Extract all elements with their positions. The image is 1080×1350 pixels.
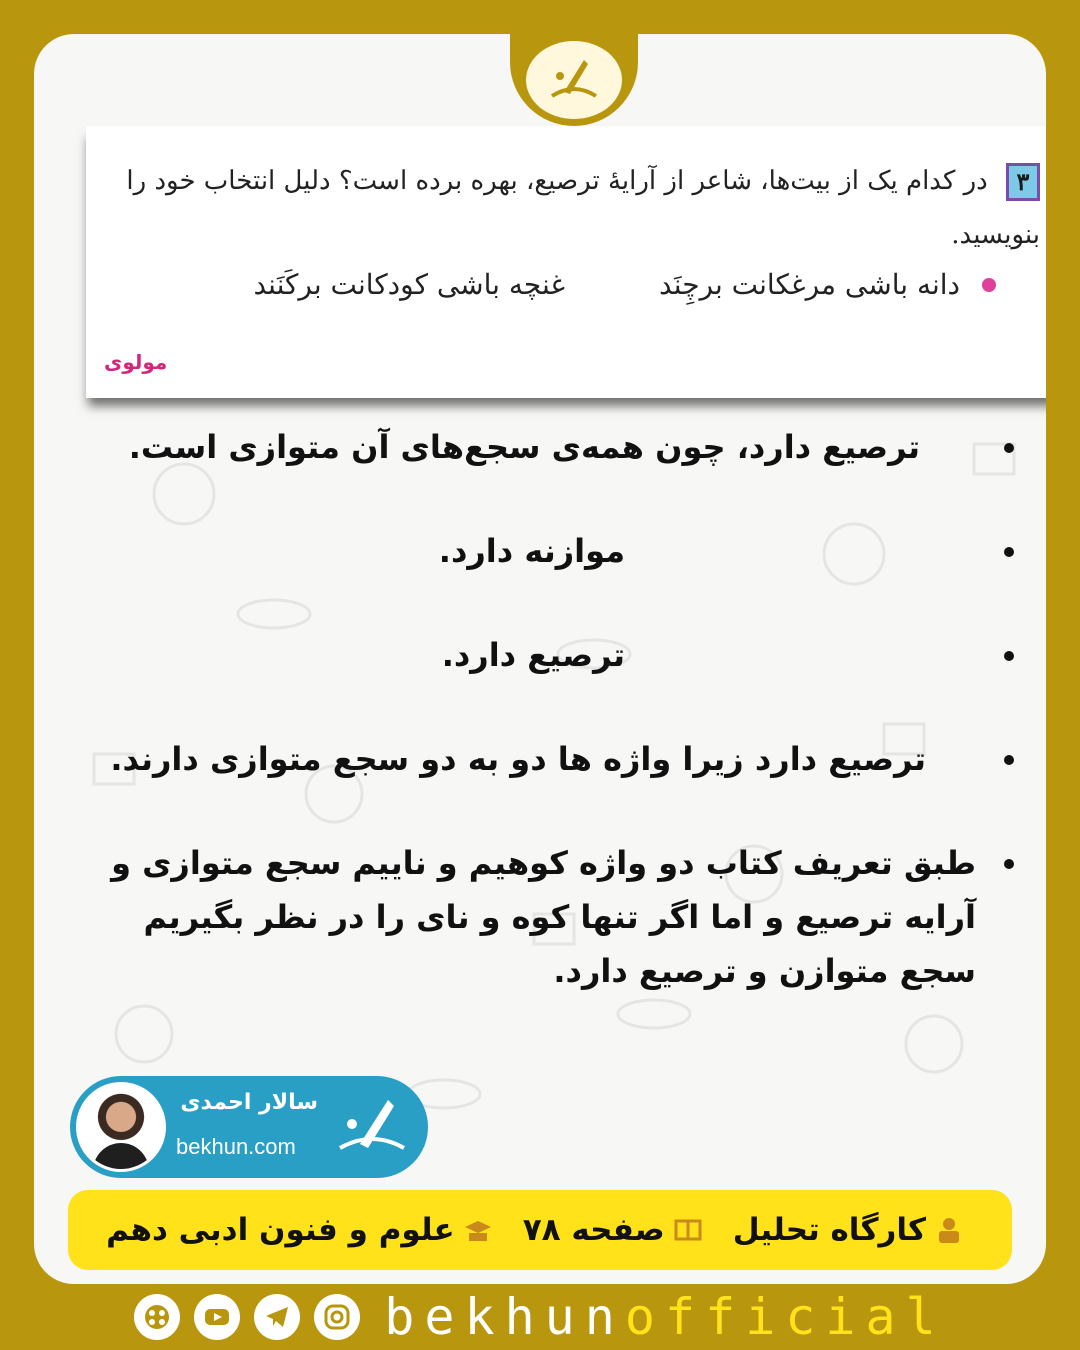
bullet-dot-icon <box>982 278 996 292</box>
verse-hemistich-2: غنچه باشی کودکانت برکَنَند <box>253 268 566 301</box>
answer-item-4: ترصیع دارد زیرا واژه ها دو به دو سجع متوازی دارند. <box>60 732 1020 786</box>
book-icon <box>673 1215 703 1245</box>
graduation-cap-icon <box>463 1215 493 1245</box>
teacher-icon <box>934 1215 964 1245</box>
author-badge <box>70 1076 428 1178</box>
book-title: علوم و فنون ادبی دهم <box>106 1212 455 1248</box>
bottom-info-bar <box>68 1190 1012 1270</box>
instagram-icon[interactable] <box>314 1294 360 1340</box>
author-name: سالار احمدی <box>180 1090 318 1115</box>
section-label: کارگاه تحلیل <box>732 1212 926 1248</box>
bekhun-logo-icon <box>544 52 604 108</box>
page-label: صفحه ۷۸ <box>522 1212 665 1248</box>
footer <box>0 1284 1080 1350</box>
question-text: در کدام یک از بیت‌ها، شاعر از آرایهٔ ترصیع، بهره برده است؟ دلیل انتخاب خود را بنویسید. <box>126 166 1040 250</box>
avatar <box>76 1082 166 1172</box>
question-box <box>86 126 1046 398</box>
author-site-link[interactable]: bekhun.com <box>176 1134 296 1159</box>
poet-name: مولوی <box>104 350 168 374</box>
question-number: ۳ <box>1006 163 1040 201</box>
youtube-icon[interactable] <box>194 1294 240 1340</box>
answer-item-1: ترصیع دارد، چون همه‌ی سجع‌های آن متوازی است. <box>60 420 1020 474</box>
answer-item-2: موازنه دارد. <box>60 524 1020 578</box>
verse-hemistich-1: دانه باشی مرغکانت برچِنَد <box>659 268 960 301</box>
question-text-block <box>108 154 1040 262</box>
verse <box>108 268 1040 301</box>
answer-list <box>60 420 1020 1048</box>
bekhun-logo-icon <box>330 1090 414 1164</box>
telegram-icon[interactable] <box>254 1294 300 1340</box>
answer-item-3: ترصیع دارد. <box>60 628 1020 682</box>
answer-item-5: طبق تعریف کتاب دو واژه کوهیم و ناییم سجع متوازی و آرایه ترصیع و اما اگر تنها کوه و نای را در نظر بگیریم سجع متوازن و ترصیع دارد. <box>60 836 1020 998</box>
brand-handle: bekhunofficial <box>384 1288 946 1346</box>
aparat-icon[interactable] <box>134 1294 180 1340</box>
